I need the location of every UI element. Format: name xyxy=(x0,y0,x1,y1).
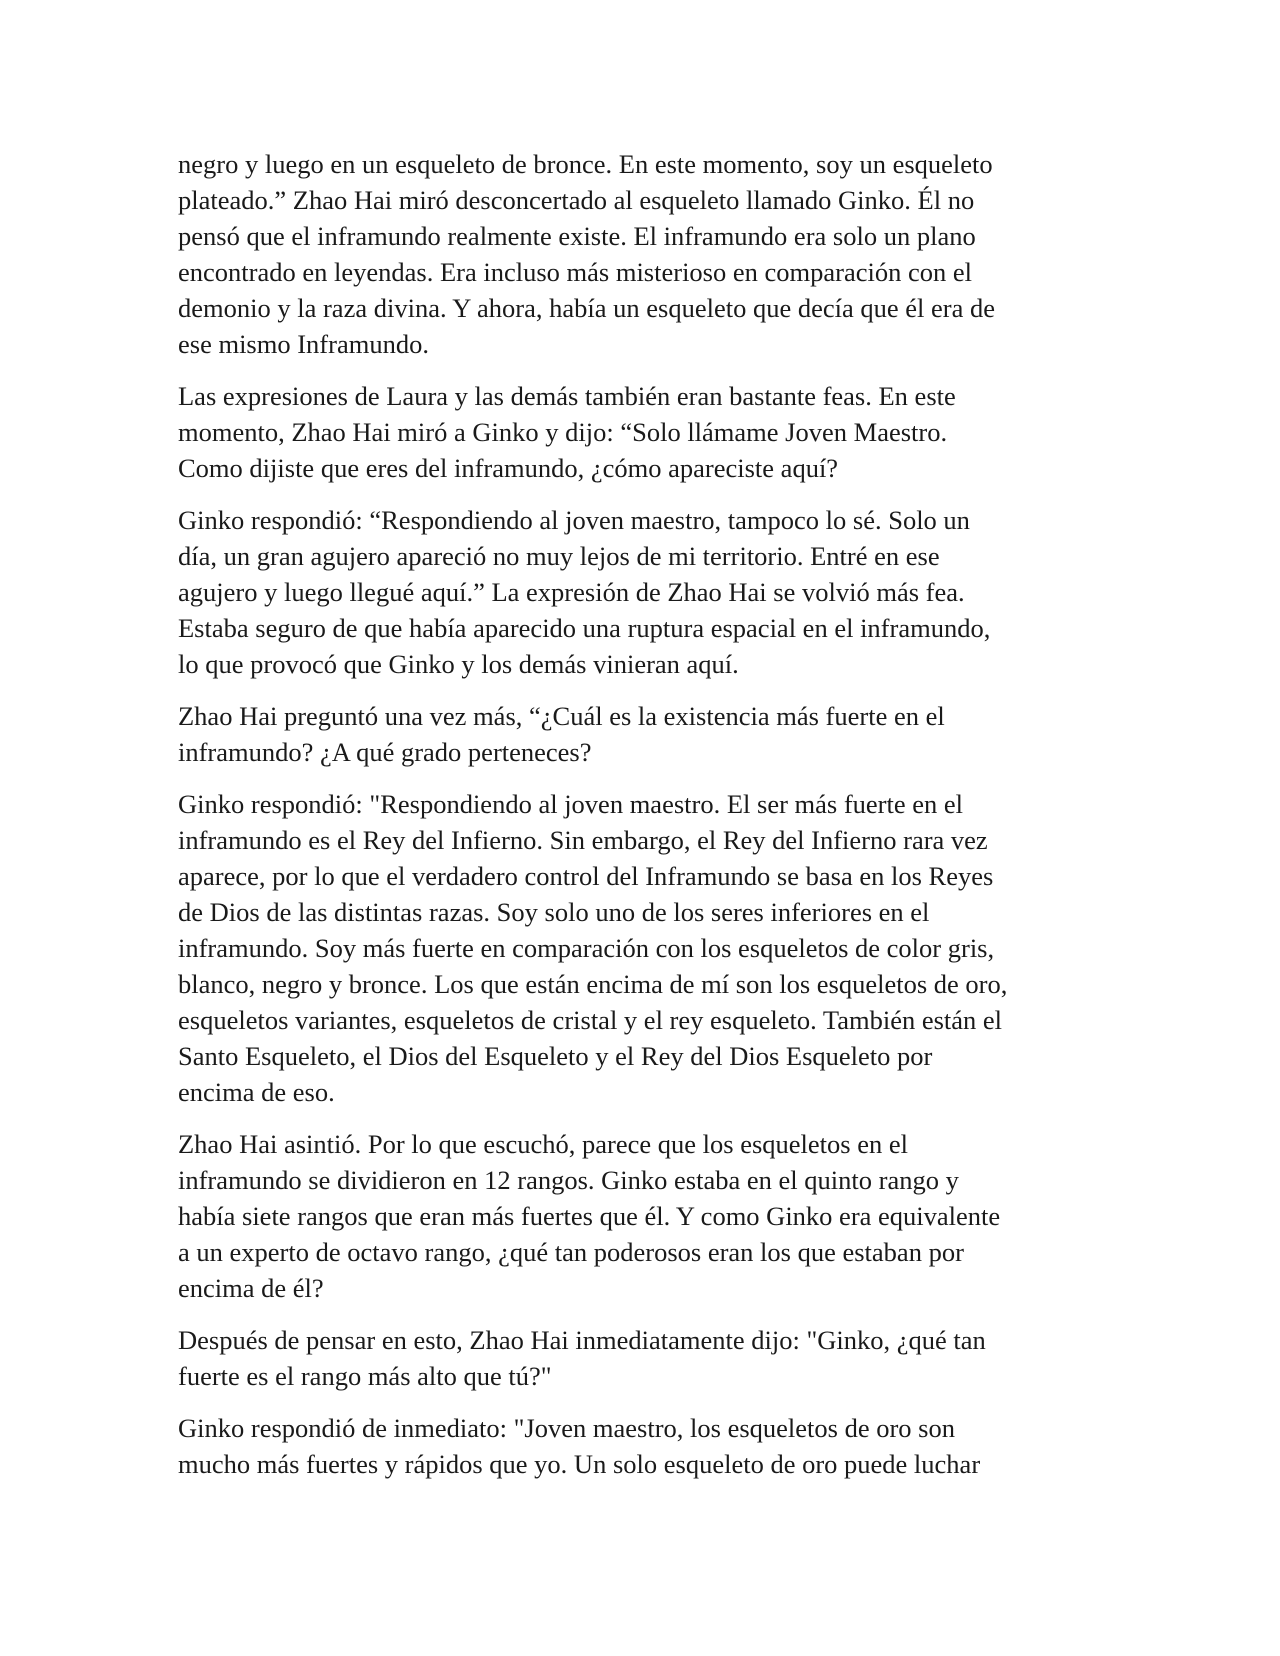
paragraph xyxy=(178,1410,1108,1482)
text-body xyxy=(178,146,1108,1498)
text-line: encima de eso. xyxy=(178,1077,335,1107)
text-line: lo que provocó que Ginko y los demás vinieran aquí. xyxy=(178,649,739,679)
text-line: Santo Esqueleto, el Dios del Esqueleto y el Rey del Dios Esqueleto por xyxy=(178,1041,933,1071)
text-line: momento, Zhao Hai miró a Ginko y dijo: “Solo llámame Joven Maestro. xyxy=(178,417,948,447)
paragraph xyxy=(178,378,1108,486)
text-line: Ginko respondió: “Respondiendo al joven maestro, tampoco lo sé. Solo un xyxy=(178,505,970,535)
text-line: encima de él? xyxy=(178,1273,324,1303)
text-line: había siete rangos que eran más fuertes que él. Y como Ginko era equivalente xyxy=(178,1201,1001,1231)
paragraph xyxy=(178,1322,1108,1394)
text-line: Zhao Hai preguntó una vez más, “¿Cuál es la existencia más fuerte en el xyxy=(178,701,945,731)
text-line: inframundo? ¿A qué grado perteneces? xyxy=(178,737,592,767)
text-line: esqueletos variantes, esqueletos de cristal y el rey esqueleto. También están el xyxy=(178,1005,1003,1035)
text-line: ese mismo Inframundo. xyxy=(178,329,429,359)
text-line: inframundo. Soy más fuerte en comparación con los esqueletos de color gris, xyxy=(178,933,995,963)
text-line: Ginko respondió de inmediato: "Joven maestro, los esqueletos de oro son xyxy=(178,1413,955,1443)
text-line: mucho más fuertes y rápidos que yo. Un solo esqueleto de oro puede luchar xyxy=(178,1449,981,1479)
text-line: inframundo se dividieron en 12 rangos. Ginko estaba en el quinto rango y xyxy=(178,1165,959,1195)
paragraph xyxy=(178,146,1108,362)
text-line: Ginko respondió: "Respondiendo al joven maestro. El ser más fuerte en el xyxy=(178,789,964,819)
paragraph xyxy=(178,786,1108,1110)
text-line: Las expresiones de Laura y las demás también eran bastante feas. En este xyxy=(178,381,956,411)
text-line: de Dios de las distintas razas. Soy solo uno de los seres inferiores en el xyxy=(178,897,930,927)
text-line: aparece, por lo que el verdadero control del Inframundo se basa en los Reyes xyxy=(178,861,994,891)
paragraph xyxy=(178,1126,1108,1306)
text-line: Como dijiste que eres del inframundo, ¿cómo apareciste aquí? xyxy=(178,453,839,483)
paragraph xyxy=(178,698,1108,770)
text-line: plateado.” Zhao Hai miró desconcertado al esqueleto llamado Ginko. Él no xyxy=(178,185,975,215)
text-line: inframundo es el Rey del Infierno. Sin embargo, el Rey del Infierno rara vez xyxy=(178,825,988,855)
paragraph xyxy=(178,502,1108,682)
text-line: a un experto de octavo rango, ¿qué tan poderosos eran los que estaban por xyxy=(178,1237,964,1267)
text-line: Estaba seguro de que había aparecido una ruptura espacial en el inframundo, xyxy=(178,613,991,643)
text-line: fuerte es el rango más alto que tú?" xyxy=(178,1361,552,1391)
text-line: día, un gran agujero apareció no muy lejos de mi territorio. Entré en ese xyxy=(178,541,940,571)
text-line: blanco, negro y bronce. Los que están encima de mí son los esqueletos de oro, xyxy=(178,969,1008,999)
text-line: Después de pensar en esto, Zhao Hai inmediatamente dijo: "Ginko, ¿qué tan xyxy=(178,1325,986,1355)
text-line: negro y luego en un esqueleto de bronce. En este momento, soy un esqueleto xyxy=(178,149,993,179)
text-line: pensó que el inframundo realmente existe. El inframundo era solo un plano xyxy=(178,221,976,251)
text-line: Zhao Hai asintió. Por lo que escuchó, parece que los esqueletos en el xyxy=(178,1129,908,1159)
text-line: demonio y la raza divina. Y ahora, había un esqueleto que decía que él era de xyxy=(178,293,995,323)
text-line: agujero y luego llegué aquí.” La expresión de Zhao Hai se volvió más fea. xyxy=(178,577,965,607)
text-line: encontrado en leyendas. Era incluso más misterioso en comparación con el xyxy=(178,257,972,287)
